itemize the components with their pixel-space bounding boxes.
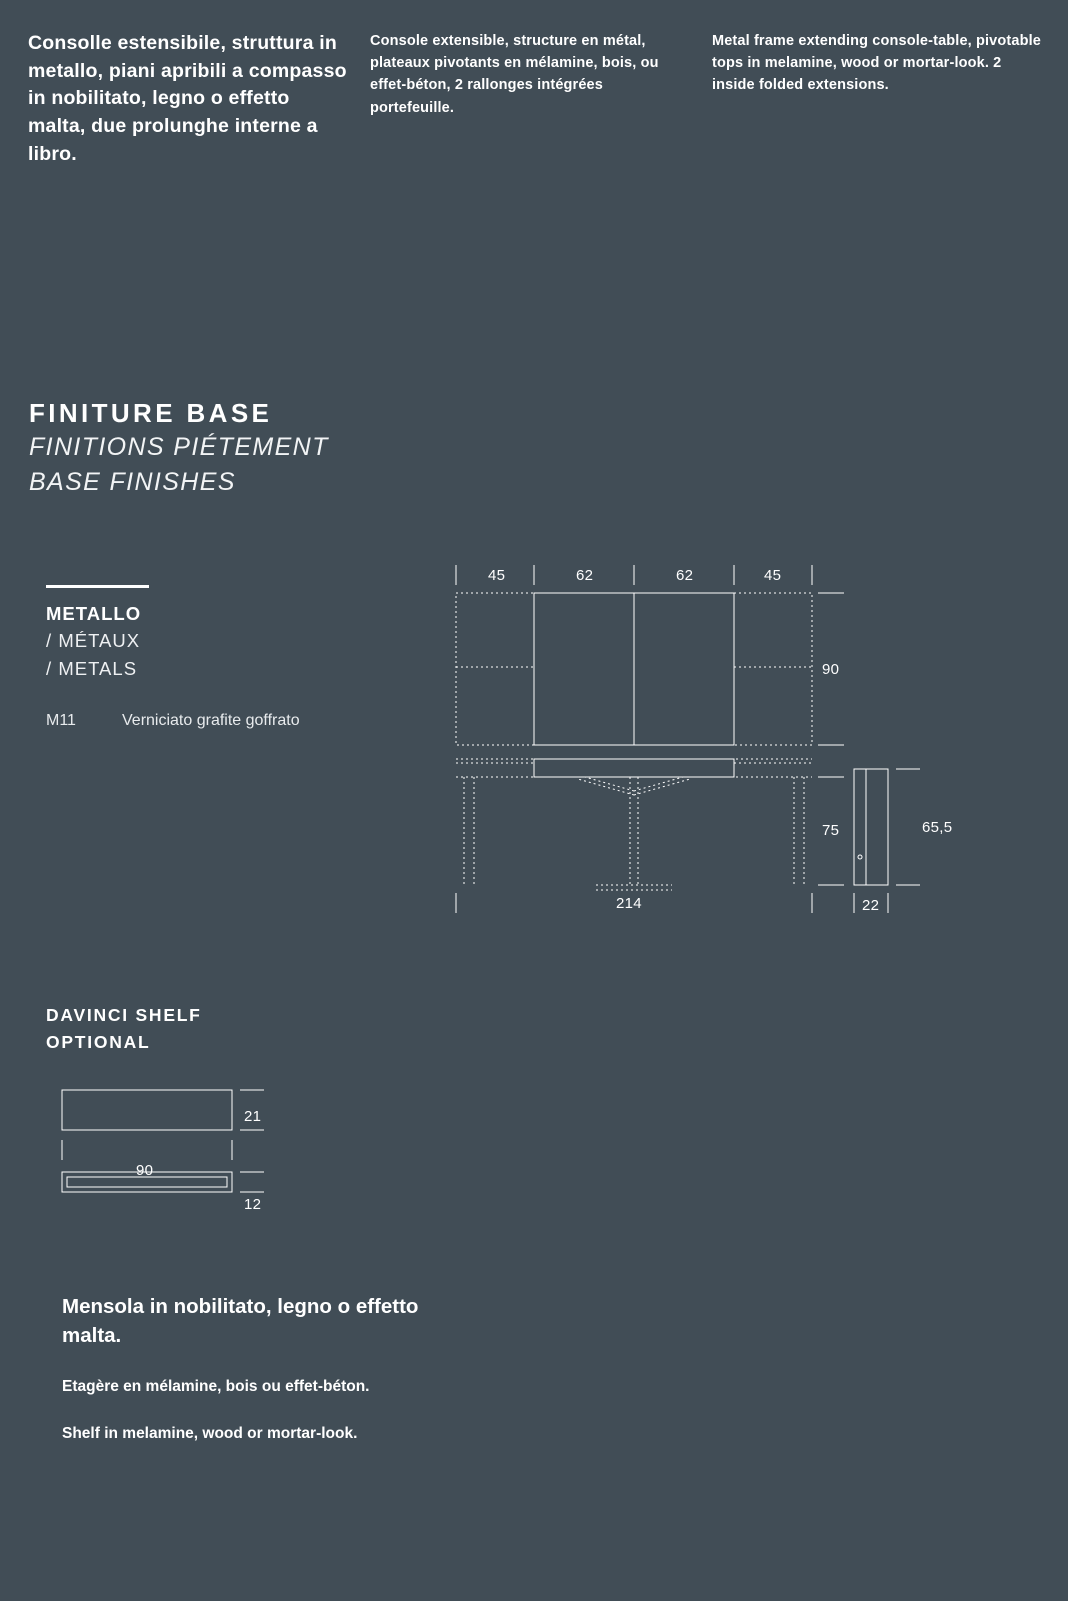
shelf-drawing-svg	[46, 1078, 366, 1258]
section-title-it: FINITURE BASE	[29, 398, 273, 428]
description-french: Console extensible, structure en métal, plateaux pivotants en mélamine, bois, ou effet-béton, 2 rallonges intégrées portefeuille.	[370, 33, 659, 116]
dim-side-height: 65,5	[922, 819, 953, 836]
shelf-title-line1: DAVINCI SHELF	[46, 1005, 202, 1025]
dim-top-4: 45	[764, 567, 782, 584]
shelf-dim-width: 90	[136, 1162, 154, 1179]
shelf-dim-thickness: 12	[244, 1196, 262, 1213]
section-heading	[29, 396, 329, 499]
bottom-text-fr: Etagère en mélamine, bois ou effet-béton.	[62, 1378, 370, 1396]
finish-name: Verniciato grafite goffrato	[122, 712, 300, 730]
metals-divider	[46, 585, 149, 588]
section-title-fr: FINITIONS PIÉTEMENT	[29, 433, 329, 462]
technical-drawing	[430, 545, 1030, 950]
metals-label-en: / METALS	[46, 657, 138, 679]
dim-top-3: 62	[676, 567, 694, 584]
finish-code: M11	[46, 712, 76, 730]
dim-side-width: 22	[862, 897, 880, 914]
shelf-title-line2: OPTIONAL	[46, 1032, 151, 1053]
dim-depth: 90	[822, 661, 840, 678]
metals-label-it: METALLO	[46, 603, 142, 624]
console-drawing-svg	[430, 545, 1030, 945]
description-english: Metal frame extending console-table, pivotable tops in melamine, wood or mortar-look. 2 inside folded extensions.	[712, 33, 1041, 94]
bottom-text-block	[62, 1292, 422, 1469]
shelf-heading	[46, 1002, 202, 1056]
dim-top-2: 62	[576, 567, 594, 584]
shelf-dim-depth: 21	[244, 1108, 262, 1125]
dim-top-1: 45	[488, 567, 506, 584]
finish-row	[46, 712, 376, 730]
section-title-en: BASE FINISHES	[29, 467, 236, 496]
dim-width: 214	[616, 895, 642, 912]
metals-label-fr: / MÉTAUX	[46, 630, 141, 652]
dim-height: 75	[822, 822, 840, 839]
bottom-text-it: Mensola in nobilitato, legno o effetto malta.	[62, 1295, 419, 1348]
metals-block	[46, 585, 376, 730]
bottom-text-en: Shelf in melamine, wood or mortar-look.	[62, 1424, 358, 1442]
description-italian: Consolle estensibile, struttura in metallo, piani apribili a compasso in nobilitato, legno o effetto malta, due prolunghe interne a libro.	[28, 32, 347, 165]
